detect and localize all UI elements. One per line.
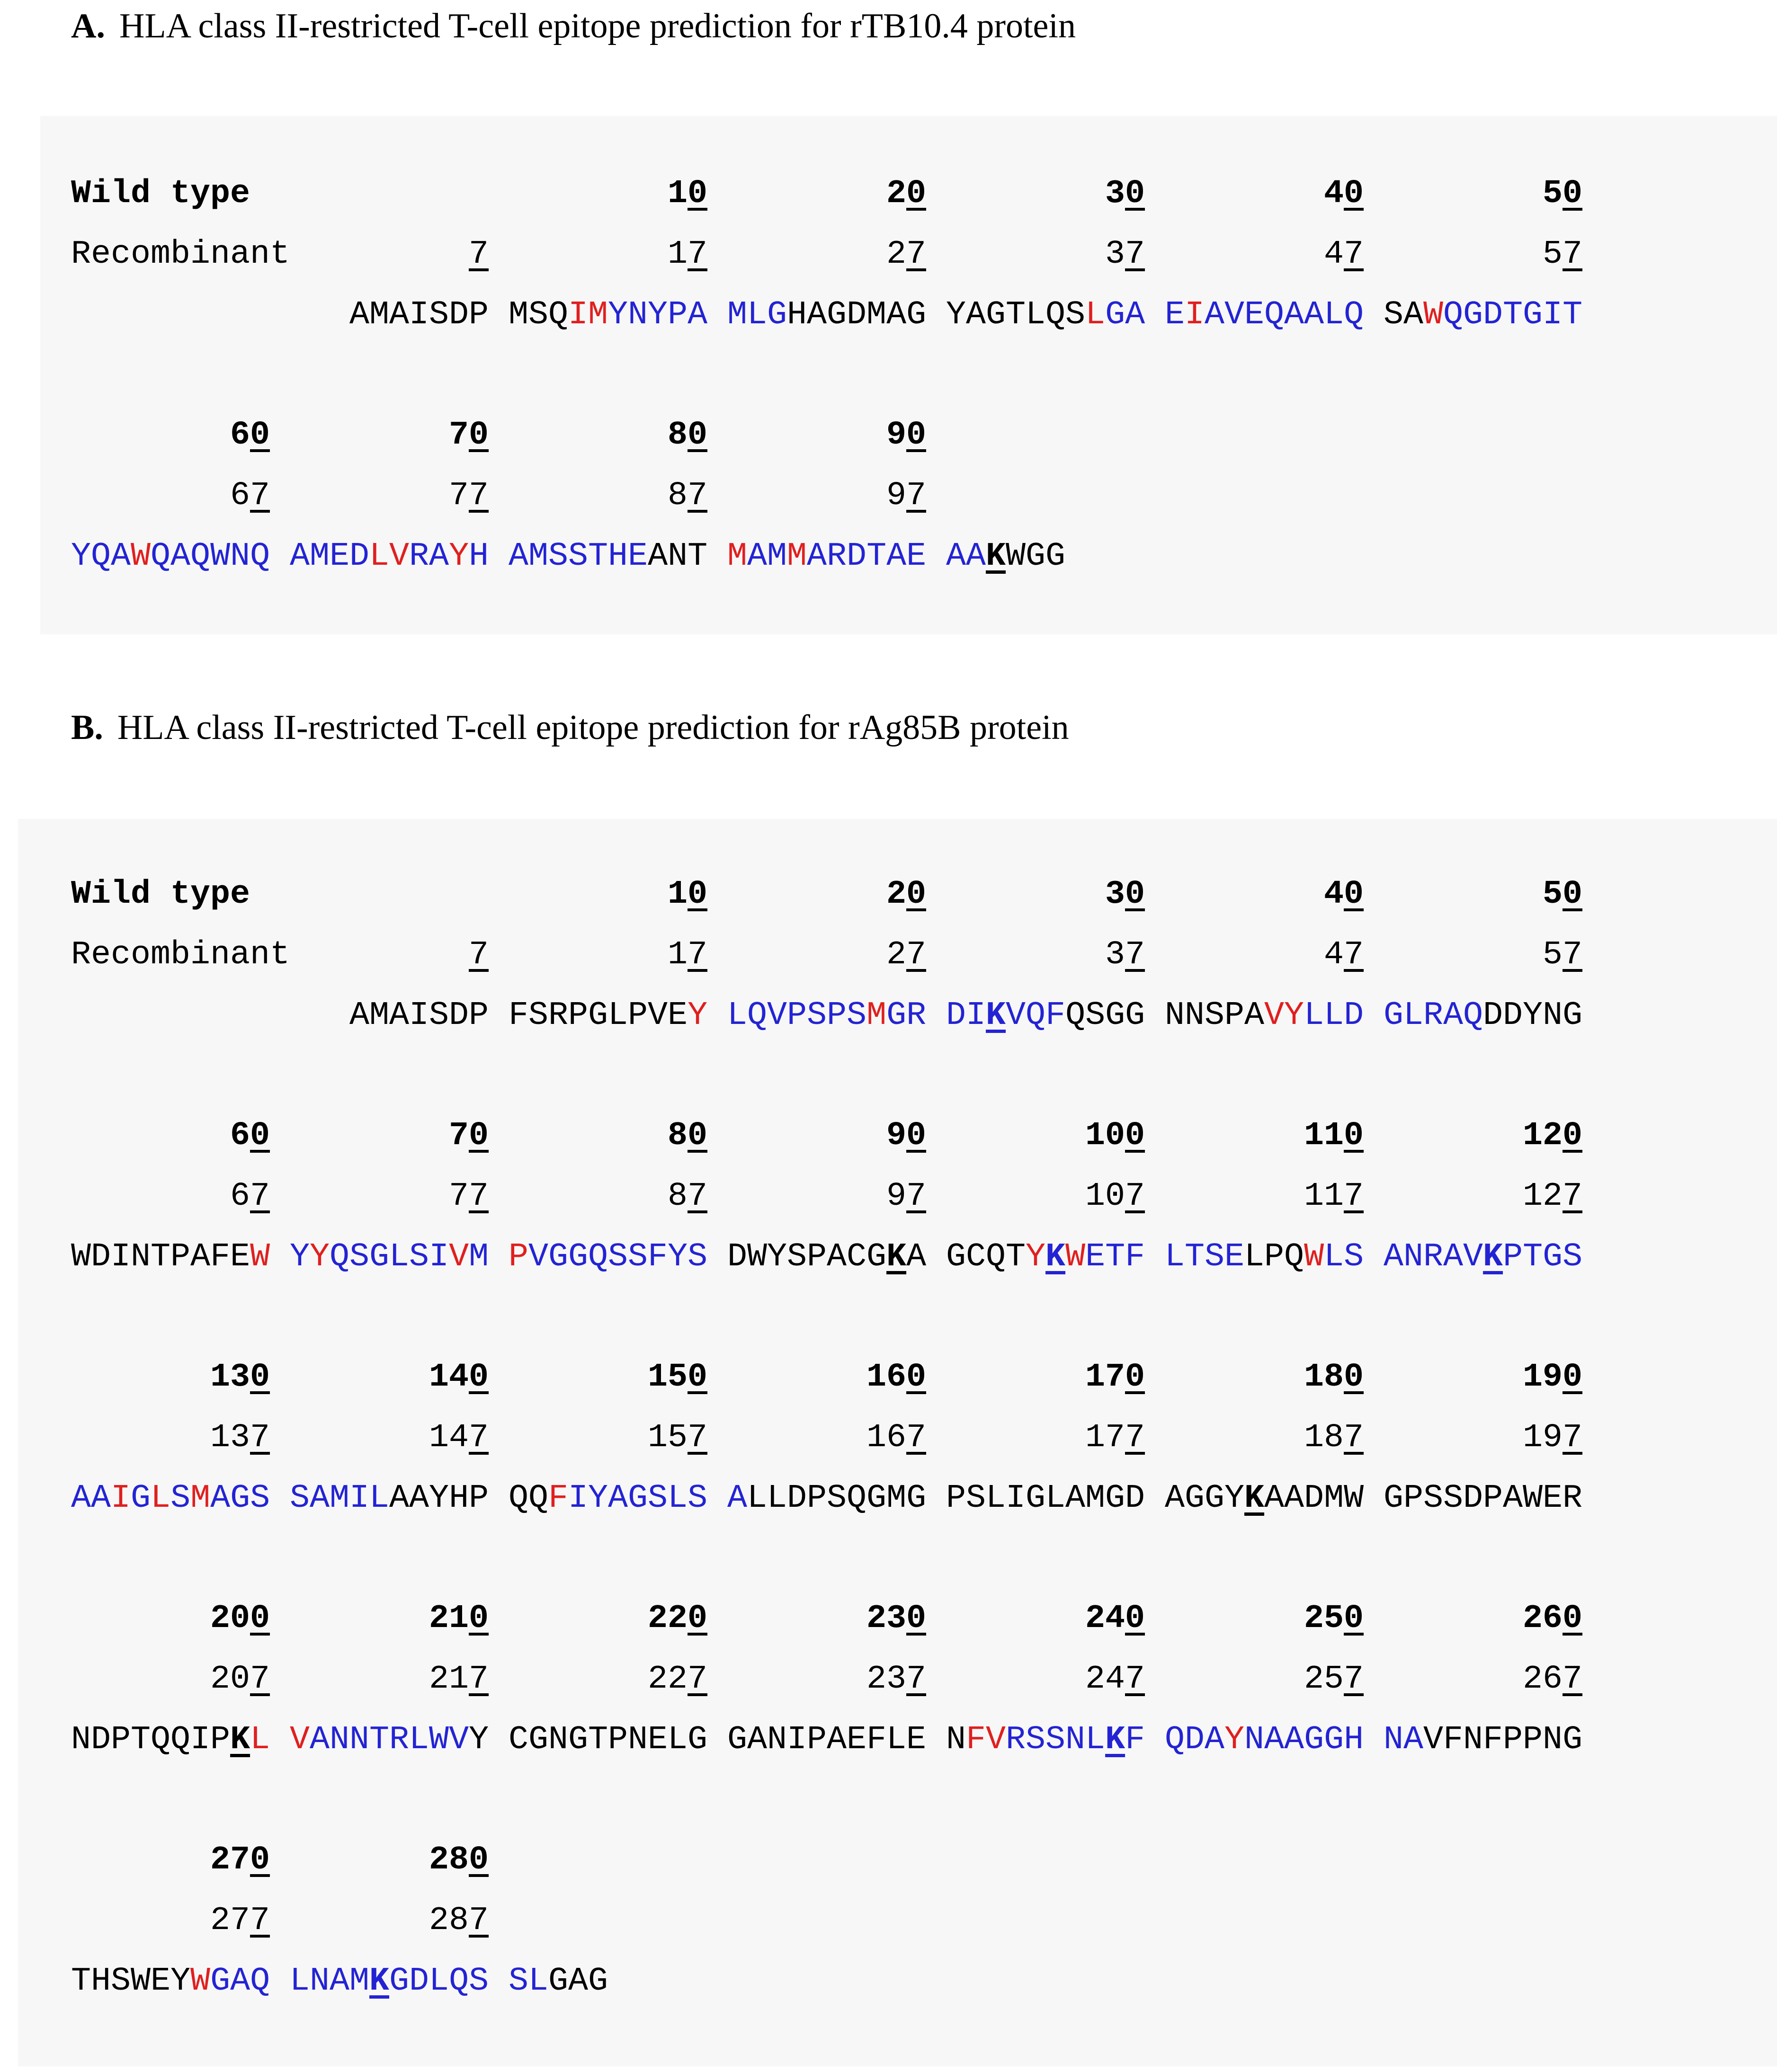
residue-run: Y xyxy=(1026,1238,1046,1276)
sequence-group xyxy=(727,1721,927,1759)
wild-type-position: 270 xyxy=(210,1841,270,1879)
recombinant-position: 47 xyxy=(1324,936,1364,974)
recombinant-position: 37 xyxy=(1105,236,1145,273)
section-letter: B. xyxy=(71,708,103,747)
residue-run: LQVPSPS xyxy=(727,997,867,1034)
sequence-group xyxy=(946,1721,1145,1759)
wild-type-position: 50 xyxy=(1543,175,1583,213)
highlighted-lysine: K xyxy=(886,1238,907,1276)
sequence-group xyxy=(727,999,926,1032)
recombinant-position: 27 xyxy=(886,936,927,974)
wild-type-position: 70 xyxy=(449,1117,489,1155)
wild-type-position: 50 xyxy=(1543,876,1583,913)
sequence-group xyxy=(509,1238,708,1276)
sequence-group xyxy=(946,999,1145,1032)
residue-run: AVEQAALQ xyxy=(1205,296,1364,334)
residue-run: M xyxy=(190,1480,211,1517)
residue-run: VQF xyxy=(1006,997,1066,1034)
wild-type-position: 90 xyxy=(886,417,927,454)
sequence-group xyxy=(1384,999,1582,1032)
residue-run: VFNFPPNG xyxy=(1423,1721,1583,1759)
residue-run: AGGY xyxy=(1165,1480,1245,1517)
sequence-group xyxy=(290,540,489,573)
sequence-group xyxy=(1165,1721,1364,1759)
sequence-group xyxy=(1384,1238,1583,1276)
residue-run: PTGS xyxy=(1503,1238,1583,1276)
residue-run: Y xyxy=(469,1721,489,1759)
residue-run: E xyxy=(1165,296,1185,334)
sequence-group xyxy=(727,296,927,334)
residue-run: HAGDMAG xyxy=(787,296,927,334)
wild-type-position: 10 xyxy=(668,876,708,913)
sequence-group xyxy=(727,1482,926,1515)
highlighted-lysine: K xyxy=(986,997,1006,1034)
residue-run: V xyxy=(290,1721,310,1759)
sequence-group xyxy=(1384,1721,1583,1759)
wild-type-position: 180 xyxy=(1304,1359,1364,1396)
sequence-group xyxy=(1165,999,1364,1032)
wild-type-position: 30 xyxy=(1105,876,1145,913)
recombinant-position: 227 xyxy=(648,1661,708,1698)
residue-run: L xyxy=(151,1480,171,1517)
recombinant-position: 157 xyxy=(648,1419,708,1457)
sequence-group xyxy=(290,1238,489,1276)
residue-run: W xyxy=(1065,1238,1086,1276)
residue-run: ANT xyxy=(648,538,708,575)
residue-run: AMAISDP xyxy=(349,997,489,1034)
wild-type-position: 210 xyxy=(429,1600,489,1637)
residue-run: ETF xyxy=(1085,1238,1145,1276)
sequence-group xyxy=(509,999,707,1032)
wild-type-position: 250 xyxy=(1304,1600,1364,1637)
residue-run: YNYPA xyxy=(608,296,708,334)
recombinant-position: 67 xyxy=(230,477,270,515)
wild-type-position: 10 xyxy=(668,175,708,213)
sequence-group xyxy=(71,1965,270,1998)
residue-run: W xyxy=(250,1238,270,1276)
wild-type-position: 80 xyxy=(668,1117,708,1155)
residue-run: IYAGSLS xyxy=(568,1480,708,1517)
residue-run: QSGLSI xyxy=(330,1238,449,1276)
residue-run: G xyxy=(131,1480,151,1517)
wild-type-position: 100 xyxy=(1085,1117,1145,1155)
sequence-group xyxy=(946,296,1145,334)
residue-run: V xyxy=(449,1238,469,1276)
sequence-group xyxy=(349,999,489,1032)
wild-type-position: 30 xyxy=(1105,175,1145,213)
residue-run: ANRAV xyxy=(1384,1238,1483,1276)
residue-run: VY xyxy=(1264,997,1304,1034)
recombinant-position: 267 xyxy=(1523,1661,1583,1698)
residue-run: M xyxy=(866,997,887,1034)
residue-run: GPSSDPAWER xyxy=(1384,1480,1583,1517)
residue-run: F xyxy=(1125,1721,1145,1759)
residue-run: DWYSPACG xyxy=(727,1238,887,1276)
recombinant-position: 237 xyxy=(866,1661,927,1698)
residue-run: AM xyxy=(747,538,787,575)
recombinant-position: 17 xyxy=(668,236,708,273)
sequence-group xyxy=(349,296,489,334)
residue-run: FSRPGLPVE xyxy=(509,997,688,1034)
residue-run: P xyxy=(509,1238,529,1276)
sequence-group xyxy=(946,1482,1145,1515)
residue-run: GLRAQ xyxy=(1384,997,1483,1034)
recombinant-position: 57 xyxy=(1543,236,1583,273)
residue-run: NDPTQQIP xyxy=(71,1721,231,1759)
residue-run: AGS xyxy=(210,1480,270,1517)
residue-run: MSQ xyxy=(509,296,569,334)
sequence-group xyxy=(727,1238,927,1276)
wild-type-position: 230 xyxy=(866,1600,927,1637)
residue-run: S xyxy=(170,1480,191,1517)
wild-type-position: 60 xyxy=(230,1117,270,1155)
residue-run: LNAM xyxy=(290,1963,370,2000)
sequence-group xyxy=(1165,1238,1364,1276)
section-b-title xyxy=(71,710,1069,745)
recombinant-position: 107 xyxy=(1085,1178,1145,1215)
residue-run: AAYHP xyxy=(389,1480,489,1517)
sequence-group xyxy=(71,1721,270,1759)
residue-run: QAQWNQ xyxy=(151,538,270,575)
residue-run: SA xyxy=(1384,296,1424,334)
wild-type-position: 150 xyxy=(648,1359,708,1396)
sequence-group xyxy=(509,1721,708,1759)
wild-type-position: 70 xyxy=(449,417,489,454)
highlighted-lysine: K xyxy=(1483,1238,1503,1276)
wild-type-position: 120 xyxy=(1523,1117,1583,1155)
recombinant-position: 37 xyxy=(1105,936,1145,974)
wild-type-position: 40 xyxy=(1324,876,1364,913)
wild-type-position: 160 xyxy=(866,1359,927,1396)
sequence-group xyxy=(727,540,926,573)
highlighted-lysine: K xyxy=(369,1963,390,2000)
highlighted-lysine: K xyxy=(1045,1238,1066,1276)
residue-run: LLD xyxy=(1304,997,1364,1034)
section-heading: HLA class II-restricted T-cell epitope prediction for rAg85B protein xyxy=(117,708,1069,747)
highlighted-lysine: K xyxy=(230,1721,250,1759)
residue-run: GANIPAEFLE xyxy=(727,1721,927,1759)
residue-run: Y xyxy=(310,1238,330,1276)
recombinant-position: 27 xyxy=(886,236,927,273)
wild-type-position: 20 xyxy=(886,175,927,213)
residue-run: QQ xyxy=(509,1480,549,1517)
residue-run: AMSSTHE xyxy=(509,538,648,575)
residue-run: LS xyxy=(1324,1238,1364,1276)
sequence-group xyxy=(71,540,270,573)
recombinant-position: 167 xyxy=(866,1419,927,1457)
residue-run: M xyxy=(469,1238,489,1276)
recombinant-position: 287 xyxy=(429,1902,489,1939)
residue-run: THSWEY xyxy=(71,1963,191,2000)
wild-type-position: 240 xyxy=(1085,1600,1145,1637)
wild-type-position: 260 xyxy=(1523,1600,1583,1637)
residue-run: LPQ xyxy=(1244,1238,1304,1276)
sequence-group xyxy=(71,1482,270,1515)
sequence-group xyxy=(946,1238,1145,1276)
residue-run: A xyxy=(727,1480,748,1517)
recombinant-position: 247 xyxy=(1085,1661,1145,1698)
residue-run: I xyxy=(1185,296,1205,334)
residue-run: YAGTLQS xyxy=(946,296,1086,334)
residue-run: GAQ xyxy=(210,1963,270,2000)
wild-type-position: 200 xyxy=(210,1600,270,1637)
residue-run: QGDTGIT xyxy=(1443,296,1583,334)
residue-run: LV xyxy=(369,538,410,575)
residue-run: Y xyxy=(290,1238,310,1276)
sequence-group xyxy=(509,1965,608,1998)
highlighted-lysine: K xyxy=(1105,1721,1125,1759)
sequence-group xyxy=(1384,1482,1582,1515)
residue-run: DI xyxy=(946,997,986,1034)
residue-run: SL xyxy=(509,1963,549,2000)
wild-type-label: Wild type xyxy=(71,175,250,213)
residue-run: Y xyxy=(688,997,708,1034)
residue-run: AMED xyxy=(290,538,370,575)
recombinant-position: 187 xyxy=(1304,1419,1364,1457)
residue-run: F xyxy=(548,1480,569,1517)
residue-run: LTSE xyxy=(1165,1238,1245,1276)
sequence-group xyxy=(509,1482,707,1515)
section-a-title xyxy=(71,9,1076,44)
residue-run: W xyxy=(1423,296,1444,334)
recombinant-position: 197 xyxy=(1523,1419,1583,1457)
sequence-group xyxy=(1165,1482,1364,1515)
sequence-group xyxy=(71,1238,270,1276)
section-heading: HLA class II-restricted T-cell epitope prediction for rTB10.4 protein xyxy=(119,7,1076,45)
residue-run: NNSPA xyxy=(1165,997,1265,1034)
highlighted-lysine: K xyxy=(1244,1480,1265,1517)
residue-run: ANNTRLWV xyxy=(310,1721,469,1759)
recombinant-position: 127 xyxy=(1523,1178,1583,1215)
recombinant-position: 7 xyxy=(469,936,489,974)
wild-type-position: 130 xyxy=(210,1359,270,1396)
wild-type-position: 110 xyxy=(1304,1117,1364,1155)
wild-type-position: 80 xyxy=(668,417,708,454)
residue-run: AADMW xyxy=(1264,1480,1364,1517)
residue-run: H xyxy=(469,538,489,575)
residue-run: SAMIL xyxy=(290,1480,390,1517)
sequence-group xyxy=(509,540,707,573)
residue-run: CGNGTPNELG xyxy=(509,1721,708,1759)
wild-type-label: Wild type xyxy=(71,876,250,913)
residue-run: A xyxy=(906,1238,927,1276)
residue-run: L xyxy=(1085,296,1106,334)
sequence-group xyxy=(946,540,1065,573)
recombinant-position: 207 xyxy=(210,1661,270,1698)
residue-run: QSGG xyxy=(1065,997,1145,1034)
residue-run: AA xyxy=(71,1480,111,1517)
residue-run: L xyxy=(250,1721,270,1759)
wild-type-position: 40 xyxy=(1324,175,1364,213)
residue-run: GAG xyxy=(548,1963,608,2000)
recombinant-position: 97 xyxy=(886,1178,927,1215)
residue-run: RSSNL xyxy=(1006,1721,1106,1759)
recombinant-position: 117 xyxy=(1304,1178,1364,1215)
recombinant-label: Recombinant xyxy=(71,936,290,974)
wild-type-position: 90 xyxy=(886,1117,927,1155)
recombinant-position: 257 xyxy=(1304,1661,1364,1698)
wild-type-position: 220 xyxy=(648,1600,708,1637)
recombinant-position: 47 xyxy=(1324,236,1364,273)
recombinant-position: 77 xyxy=(449,477,489,515)
recombinant-position: 277 xyxy=(210,1902,270,1939)
wild-type-position: 60 xyxy=(230,417,270,454)
sequence-group xyxy=(290,1482,489,1515)
sequence-group xyxy=(1165,296,1364,334)
residue-run: DDYNG xyxy=(1483,997,1583,1034)
residue-run: RA xyxy=(409,538,449,575)
residue-run: M xyxy=(787,538,807,575)
recombinant-position: 147 xyxy=(429,1419,489,1457)
residue-run: I xyxy=(111,1480,131,1517)
residue-run: Y xyxy=(1224,1721,1245,1759)
recombinant-position: 97 xyxy=(886,477,927,515)
wild-type-position: 190 xyxy=(1523,1359,1583,1396)
sequence-group xyxy=(1384,296,1583,334)
recombinant-position: 177 xyxy=(1085,1419,1145,1457)
residue-run: QDA xyxy=(1165,1721,1225,1759)
residue-run: WGG xyxy=(1006,538,1066,575)
wild-type-position: 140 xyxy=(429,1359,489,1396)
residue-run: VGGQSSFYS xyxy=(528,1238,708,1276)
sequence-group xyxy=(290,1721,489,1759)
residue-run: MLG xyxy=(727,296,787,334)
residue-run: FV xyxy=(966,1721,1006,1759)
wild-type-position: 280 xyxy=(429,1841,489,1879)
recombinant-position: 217 xyxy=(429,1661,489,1698)
residue-run: W xyxy=(1304,1238,1324,1276)
recombinant-position: 87 xyxy=(668,477,708,515)
wild-type-position: 170 xyxy=(1085,1359,1145,1396)
highlighted-lysine: K xyxy=(986,538,1006,575)
wild-type-position: 20 xyxy=(886,876,927,913)
residue-run: AA xyxy=(946,538,986,575)
residue-run: NA xyxy=(1384,1721,1424,1759)
section-letter: A. xyxy=(71,7,105,45)
residue-run: YQA xyxy=(71,538,131,575)
recombinant-label: Recombinant xyxy=(71,236,290,273)
residue-run: GCQT xyxy=(946,1238,1026,1276)
sequence-group xyxy=(509,296,708,334)
residue-run: W xyxy=(131,538,151,575)
residue-run: LLDPSQGMG xyxy=(747,1480,927,1517)
residue-run: N xyxy=(946,1721,966,1759)
recombinant-position: 67 xyxy=(230,1178,270,1215)
recombinant-position: 77 xyxy=(449,1178,489,1215)
recombinant-position: 87 xyxy=(668,1178,708,1215)
recombinant-position: 137 xyxy=(210,1419,270,1457)
residue-run: ARDTAE xyxy=(807,538,927,575)
residue-run: AMAISDP xyxy=(349,296,489,334)
residue-run: WDINTPAFE xyxy=(71,1238,250,1276)
residue-run: GDLQS xyxy=(389,1963,489,2000)
residue-run: GR xyxy=(886,997,927,1034)
residue-run: M xyxy=(727,538,748,575)
recombinant-position: 17 xyxy=(668,936,708,974)
recombinant-position: 7 xyxy=(469,236,489,273)
residue-run: PSLIGLAMGD xyxy=(946,1480,1145,1517)
residue-run: IM xyxy=(568,296,608,334)
sequence-group xyxy=(290,1965,489,1998)
residue-run: W xyxy=(190,1963,211,2000)
residue-run: GA xyxy=(1105,296,1145,334)
recombinant-position: 57 xyxy=(1543,936,1583,974)
residue-run: Y xyxy=(449,538,469,575)
residue-run: NAAGGH xyxy=(1244,1721,1364,1759)
